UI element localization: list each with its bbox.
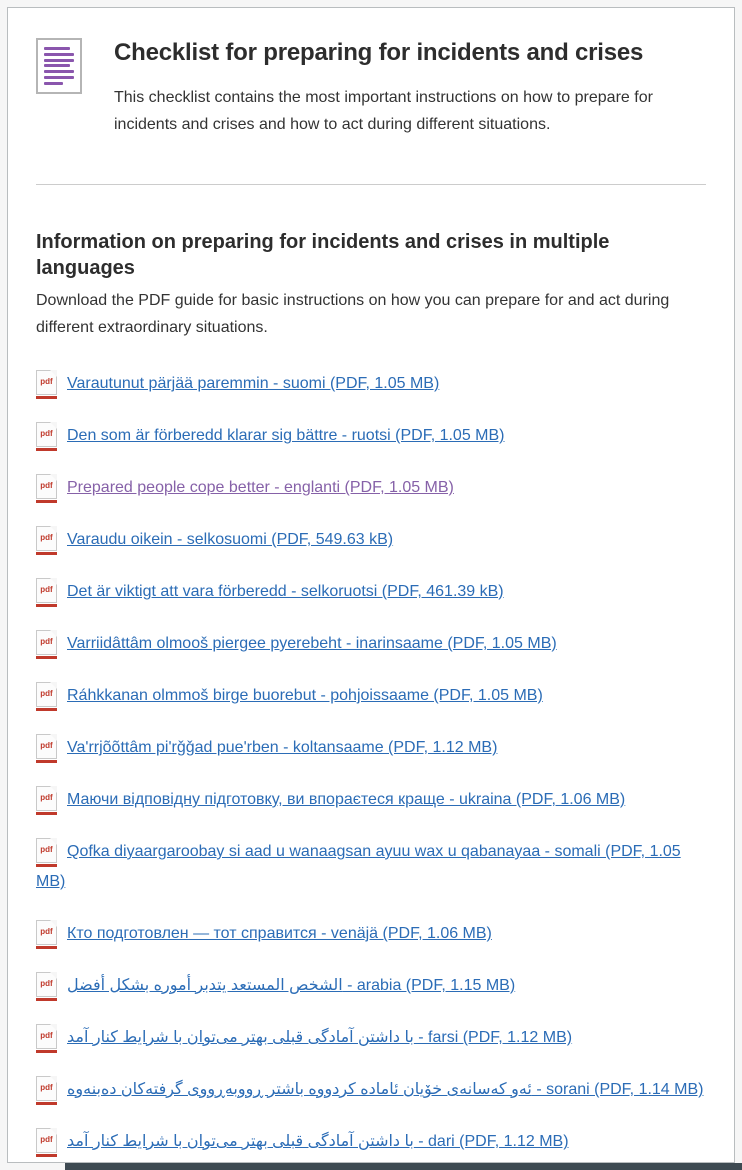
pdf-icon-label: pdf bbox=[40, 1031, 53, 1040]
pdf-file-icon bbox=[36, 972, 57, 997]
pdf-file-icon bbox=[36, 422, 57, 447]
bottom-banner-edge bbox=[65, 1163, 742, 1170]
pdf-icon-label: pdf bbox=[40, 793, 53, 802]
pdf-file-icon bbox=[36, 370, 57, 395]
pdf-icon-underline bbox=[36, 1102, 57, 1105]
pdf-icon-underline bbox=[36, 500, 57, 503]
pdf-download-link[interactable]: الشخص المستعد يتدبر أموره بشكل أفضل - arabia (PDF, 1.15 MB) bbox=[67, 977, 516, 994]
page-fold-icon bbox=[50, 682, 57, 689]
pdf-file-icon bbox=[36, 920, 57, 945]
pdf-icon-underline bbox=[36, 946, 57, 949]
pdf-link-row bbox=[36, 837, 706, 897]
pdf-link-row bbox=[36, 629, 706, 659]
pdf-icon-label: pdf bbox=[40, 377, 53, 386]
pdf-link-row bbox=[36, 733, 706, 763]
pdf-icon-label: pdf bbox=[40, 481, 53, 490]
pdf-icon-label: pdf bbox=[40, 979, 53, 988]
pdf-download-link[interactable]: Varautunut pärjää paremmin - suomi (PDF, 1.05 MB) bbox=[67, 375, 440, 392]
pdf-icon-label: pdf bbox=[40, 1135, 53, 1144]
pdf-icon-underline bbox=[36, 812, 57, 815]
pdf-icon-underline bbox=[36, 1154, 57, 1157]
pdf-download-link[interactable]: Den som är förberedd klarar sig bättre - ruotsi (PDF, 1.05 MB) bbox=[67, 427, 505, 444]
pdf-download-link[interactable]: Qofka diyaargaroobay si aad u wanaagsan ayuu wax u qabanayaa - somali (PDF, 1.05 MB) bbox=[36, 843, 681, 890]
pdf-file-icon bbox=[36, 682, 57, 707]
pdf-icon-label: pdf bbox=[40, 585, 53, 594]
pdf-download-link[interactable]: Varriidâttâm olmooš piergee pyerebeht - inarinsaame (PDF, 1.05 MB) bbox=[67, 635, 557, 652]
page-fold-icon bbox=[50, 1024, 57, 1031]
checklist-icon-stripe bbox=[44, 59, 74, 62]
pdf-link-row bbox=[36, 1023, 706, 1053]
pdf-file-icon bbox=[36, 526, 57, 551]
page-fold-icon bbox=[50, 972, 57, 979]
section-heading: Information on preparing for incidents and crises in multiple languages bbox=[36, 231, 610, 279]
page-fold-icon bbox=[50, 526, 57, 533]
checklist-icon-stripe bbox=[44, 76, 74, 79]
pdf-link-row bbox=[36, 525, 706, 555]
pdf-icon-underline bbox=[36, 604, 57, 607]
page-fold-icon bbox=[50, 422, 57, 429]
pdf-icon-underline bbox=[36, 1050, 57, 1053]
page-fold-icon bbox=[50, 1076, 57, 1083]
pdf-icon-label: pdf bbox=[40, 533, 53, 542]
pdf-file-icon bbox=[36, 1128, 57, 1153]
pdf-icon-underline bbox=[36, 998, 57, 1001]
checklist-icon-stripe bbox=[44, 64, 70, 67]
pdf-file-icon bbox=[36, 578, 57, 603]
checklist-icon-stripe bbox=[44, 47, 70, 50]
pdf-link-row bbox=[36, 919, 706, 949]
pdf-icon-underline bbox=[36, 396, 57, 399]
checklist-icon-stripe bbox=[44, 53, 74, 56]
checklist-icon-stripe bbox=[44, 82, 63, 85]
section-divider bbox=[36, 184, 706, 185]
pdf-icon-underline bbox=[36, 656, 57, 659]
section-description: Download the PDF guide for basic instructions on how you can prepare for and act during different extraordinary situations. bbox=[36, 292, 670, 336]
pdf-link-row bbox=[36, 1075, 706, 1105]
pdf-icon-underline bbox=[36, 708, 57, 711]
pdf-file-icon bbox=[36, 1076, 57, 1101]
pdf-link-row bbox=[36, 681, 706, 711]
pdf-download-link[interactable]: Маючи відповідну підготовку, ви впораєтеся краще - ukraina (PDF, 1.06 MB) bbox=[67, 791, 626, 808]
page-fold-icon bbox=[50, 370, 57, 377]
page-header bbox=[36, 38, 706, 138]
pdf-link-row bbox=[36, 1127, 706, 1157]
pdf-file-icon bbox=[36, 786, 57, 811]
pdf-link-row bbox=[36, 971, 706, 1001]
pdf-download-link[interactable]: Ráhkkanan olmmoš birge buorebut - pohjoissaame (PDF, 1.05 MB) bbox=[67, 687, 543, 704]
pdf-icon-label: pdf bbox=[40, 429, 53, 438]
pdf-icon-underline bbox=[36, 864, 57, 867]
checklist-icon-stripe bbox=[44, 70, 74, 73]
pdf-link-row bbox=[36, 785, 706, 815]
content-card bbox=[7, 7, 735, 1163]
pdf-link-row bbox=[36, 577, 706, 607]
pdf-icon-label: pdf bbox=[40, 637, 53, 646]
pdf-file-icon bbox=[36, 838, 57, 863]
pdf-link-row bbox=[36, 473, 706, 503]
pdf-download-link[interactable]: Vaʹrrjõõttâm piʹrǧǧad pueʹrben - koltansaame (PDF, 1.12 MB) bbox=[67, 739, 498, 756]
page-fold-icon bbox=[50, 838, 57, 845]
page-fold-icon bbox=[50, 474, 57, 481]
page-title: Checklist for preparing for incidents and crises bbox=[114, 39, 644, 66]
pdf-download-link[interactable]: Prepared people cope better - englanti (PDF, 1.05 MB) bbox=[67, 479, 454, 496]
pdf-file-icon bbox=[36, 1024, 57, 1049]
pdf-icon-label: pdf bbox=[40, 927, 53, 936]
pdf-link-row bbox=[36, 369, 706, 399]
page-fold-icon bbox=[50, 1128, 57, 1135]
pdf-download-link[interactable]: با داشتن آمادگی قبلی بهتر می‌توان با شرایط کنار آمد - farsi (PDF, 1.12 MB) bbox=[67, 1029, 573, 1046]
checklist-document-icon bbox=[36, 38, 82, 94]
page-fold-icon bbox=[50, 578, 57, 585]
pdf-icon-underline bbox=[36, 552, 57, 555]
pdf-download-link[interactable]: ئەو کەسانەی خۆیان ئاماده کردووه باشتر ڕووبەڕووی گرفتەکان دەبنەوە - sorani (PDF, 1.14 MB) bbox=[67, 1081, 704, 1098]
pdf-download-link[interactable]: Det är viktigt att vara förberedd - selkoruotsi (PDF, 461.39 kB) bbox=[67, 583, 504, 600]
pdf-download-link[interactable]: Varaudu oikein - selkosuomi (PDF, 549.63 kB) bbox=[67, 531, 394, 548]
pdf-file-icon bbox=[36, 474, 57, 499]
pdf-download-link[interactable]: با داشتن آمادگی قبلی بهتر می‌توان با شرایط کنار آمد - dari (PDF, 1.12 MB) bbox=[67, 1133, 569, 1150]
page-fold-icon bbox=[50, 630, 57, 637]
header-text-block bbox=[114, 38, 696, 138]
pdf-icon-label: pdf bbox=[40, 845, 53, 854]
page-fold-icon bbox=[50, 734, 57, 741]
pdf-file-icon bbox=[36, 630, 57, 655]
pdf-icon-underline bbox=[36, 760, 57, 763]
pdf-icon-label: pdf bbox=[40, 741, 53, 750]
pdf-download-link[interactable]: Кто подготовлен — тот справится - venäjä (PDF, 1.06 MB) bbox=[67, 925, 492, 942]
pdf-icon-underline bbox=[36, 448, 57, 451]
pdf-link-row bbox=[36, 421, 706, 451]
page-fold-icon bbox=[50, 786, 57, 793]
pdf-file-icon bbox=[36, 734, 57, 759]
pdf-icon-label: pdf bbox=[40, 689, 53, 698]
pdf-link-list bbox=[36, 369, 706, 1157]
page-description: This checklist contains the most important instructions on how to prepare for incidents and crises and how to act during different situations. bbox=[114, 89, 653, 133]
page-fold-icon bbox=[50, 920, 57, 927]
pdf-icon-label: pdf bbox=[40, 1083, 53, 1092]
